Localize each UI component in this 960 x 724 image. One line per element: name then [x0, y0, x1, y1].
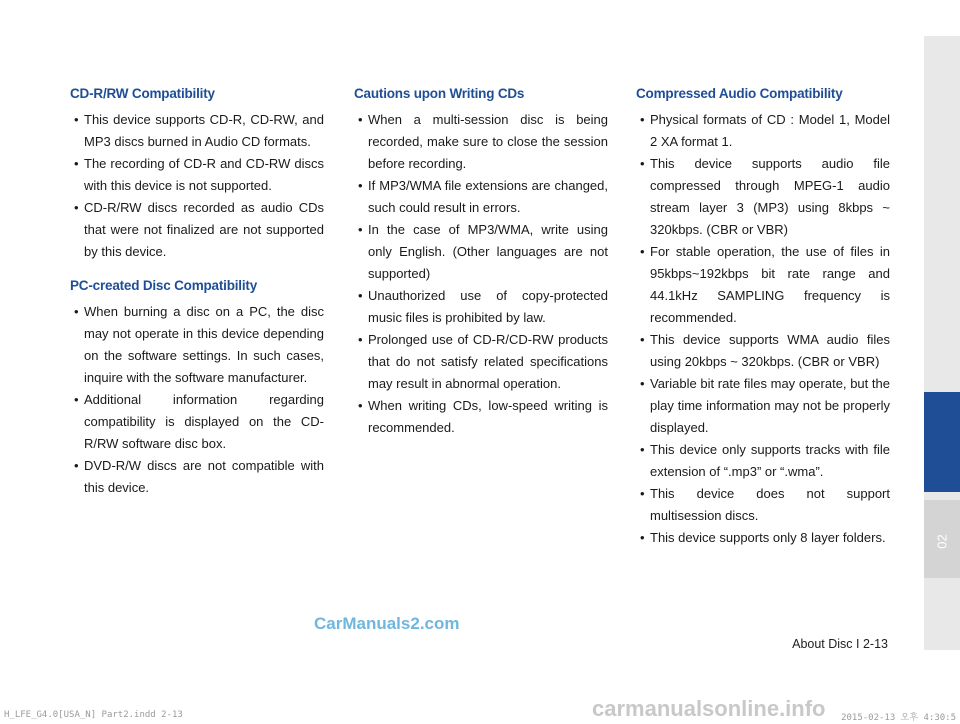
list-item: • This device only supports tracks with file extension of “.mp3” or “.wma”.	[636, 439, 890, 483]
list-item: • Physical formats of CD : Model 1, Model 2 XA format 1.	[636, 109, 890, 153]
column-1	[70, 85, 324, 499]
bullet-glyph: •	[640, 332, 645, 347]
bullet-glyph: •	[358, 112, 363, 127]
list-item: • Variable bit rate files may operate, but the play time information may not be properly displayed.	[636, 373, 890, 439]
watermark-link[interactable]: CarManuals2.com	[314, 614, 460, 633]
chapter-number: 02	[934, 534, 950, 549]
bullet-glyph: •	[74, 304, 79, 319]
section-title-cautions-writing-cds: Cautions upon Writing CDs	[354, 86, 525, 101]
bullet-glyph: •	[358, 222, 363, 237]
list-item: • When writing CDs, low-speed writing is recommended.	[354, 395, 608, 439]
list-item: • This device supports audio file compressed through MPEG-1 audio stream layer 3 (MP3) using 8kbps ~ 320kbps. (CBR or VBR)	[636, 153, 890, 241]
list-item: • DVD-R/W discs are not compatible with this device.	[70, 455, 324, 499]
bullet-glyph: •	[640, 112, 645, 127]
list-item: • Unauthorized use of copy-protected music files is prohibited by law.	[354, 285, 608, 329]
column-3	[636, 85, 890, 549]
bullet-glyph: •	[640, 156, 645, 171]
list-item: • When a multi-session disc is being recorded, make sure to close the session before recording.	[354, 109, 608, 175]
bullet-glyph: •	[640, 530, 645, 545]
bullet-glyph: •	[74, 458, 79, 473]
bullet-glyph: •	[640, 442, 645, 457]
list-item: • This device supports only 8 layer folders.	[636, 527, 890, 549]
bullet-glyph: •	[358, 332, 363, 347]
page-footer: About Disc I 2-13	[792, 637, 888, 651]
bullet-list	[70, 109, 324, 263]
bullet-list	[354, 109, 608, 439]
list-item: • Prolonged use of CD-R/CD-RW products that do not satisfy related specifications may result in abnormal operation.	[354, 329, 608, 395]
print-slug-right: 2015-02-13 오후 4:30:5	[841, 713, 956, 723]
list-item: • Additional information regarding compatibility is displayed on the CD-R/RW software disc box.	[70, 389, 324, 455]
section-title-cd-rw-compatibility: CD-R/RW Compatibility	[70, 86, 215, 101]
bullet-list	[70, 301, 324, 499]
list-item: • This device supports WMA audio files using 20kbps ~ 320kbps. (CBR or VBR)	[636, 329, 890, 373]
bullet-glyph: •	[358, 398, 363, 413]
list-item: • In the case of MP3/WMA, write using only English. (Other languages are not supported)	[354, 219, 608, 285]
print-slug-left: H_LFE_G4.0[USA_N] Part2.indd 2-13	[4, 710, 183, 720]
section-title-compressed-audio: Compressed Audio Compatibility	[636, 86, 843, 101]
list-item: • When burning a disc on a PC, the disc may not operate in this device depending on the software settings. In such cases, inquire with the software manufacturer.	[70, 301, 324, 389]
bullet-glyph: •	[640, 376, 645, 391]
side-tab-active-marker	[924, 392, 960, 492]
bullet-glyph: •	[74, 112, 79, 127]
bullet-glyph: •	[74, 156, 79, 171]
bullet-glyph: •	[640, 244, 645, 259]
column-2	[354, 85, 608, 439]
section-title-pc-created-disc: PC-created Disc Compatibility	[70, 278, 257, 293]
list-item: • This device does not support multisession discs.	[636, 483, 890, 527]
bullet-glyph: •	[358, 178, 363, 193]
watermark-text: carmanualsonline.info	[592, 696, 826, 721]
list-item: • For stable operation, the use of files in 95kbps~192kbps bit rate range and 44.1kHz SAMPLING frequency is recommended.	[636, 241, 890, 329]
bullet-glyph: •	[640, 486, 645, 501]
list-item: • CD-R/RW discs recorded as audio CDs that were not finalized are not supported by this device.	[70, 197, 324, 263]
bullet-glyph: •	[74, 200, 79, 215]
list-item: • This device supports CD-R, CD-RW, and MP3 discs burned in Audio CD formats.	[70, 109, 324, 153]
bullet-list	[636, 109, 890, 549]
bullet-glyph: •	[358, 288, 363, 303]
list-item: • If MP3/WMA file extensions are changed, such could result in errors.	[354, 175, 608, 219]
list-item: • The recording of CD-R and CD-RW discs with this device is not supported.	[70, 153, 324, 197]
bullet-glyph: •	[74, 392, 79, 407]
